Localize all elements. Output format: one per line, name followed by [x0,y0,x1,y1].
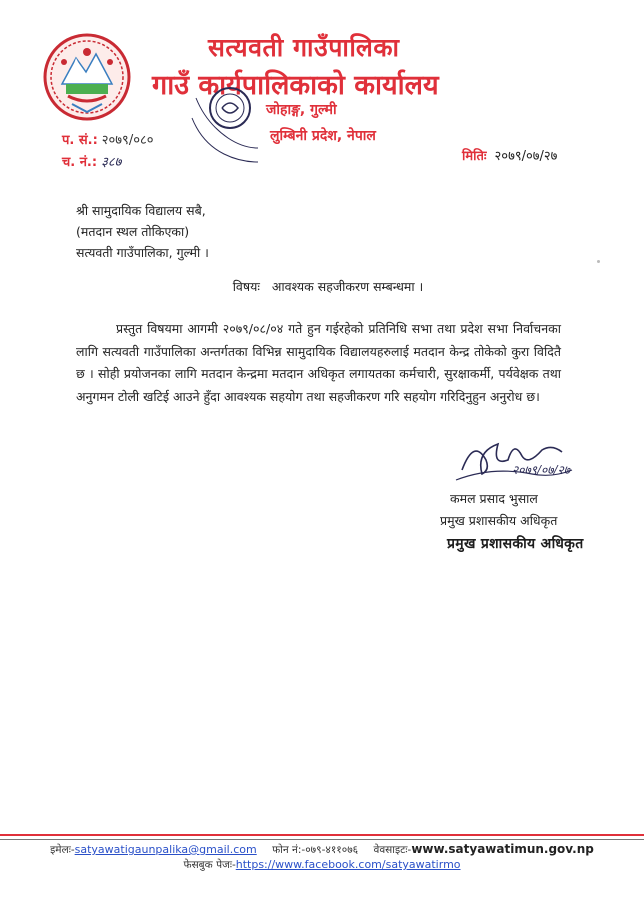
nepal-emblem-logo [42,32,132,122]
website-link[interactable]: www.satyawatimun.gov.np [411,842,594,856]
dispatch-number-value: ३८७ [101,155,122,170]
footer-contact-line [0,842,644,857]
email-link[interactable]: satyawatigaunpalika@gmail.com [74,843,257,856]
scan-speck [597,260,600,263]
signer-name: कमल प्रसाद भुसाल [450,491,538,506]
footer-divider-dark [0,839,644,840]
reference-number-label: प. सं.: [62,133,98,148]
signature-date: २०७९/०७/२७ [512,463,571,477]
subject-text: आवश्यक सहजीकरण सम्बन्धमा । [271,279,424,294]
website-label: वेवसाइटः- [373,844,412,856]
office-title: गाउँ कार्यपालिकाको कार्यालय [152,70,439,101]
email-label: इमेलः- [50,844,75,856]
subject-line [0,278,644,295]
municipality-title: सत्यवती गाउँपालिका [208,33,400,62]
signer-title-stamp: प्रमुख प्रशासकीय अधिकृत [447,536,584,552]
body-paragraph: प्रस्तुत विषयमा आगमी २०७९/०८/०४ गते हुन गईरहेको प्रतिनिधि सभा तथा प्रदेश सभा निर्वाचनका लागि सत्यवती गाउँपालिका अन्तर्गतका विभिन्न सामुदायिक विद्यालयहरुलाई मतदान केन्द्र तोकेको कुरा विदितै छ । सोही प्रयोजनका लागि मतदान केन्द्रमा मतदान अधिकृत लगायतका कर्मचारी, सुरक्षाकर्मी, पर्यवेक्षक तथा अनुगमन टोली खटिई आउने हुँदा आवश्यक सहयोग तथा सहजीकरण गरि सहयोग गरिदिनुहुन अनुरोध छ। [76,321,561,404]
footer-divider-red [0,834,644,836]
subject-label: विषयः [232,279,260,294]
letter-date [462,146,557,164]
addressee-line-1: श्री सामुदायिक विद्यालय सबै, [76,203,206,218]
handwritten-signature [452,430,582,490]
addressee-line-2: (मतदान स्थल तोकिएका) [76,224,190,239]
footer-facebook-line [0,858,644,872]
address-line-1: जोहाङ्ग, गुल्मी [266,102,337,118]
signer-title: प्रमुख प्रशासकीय अधिकृत [440,513,558,528]
dispatch-number-label: च. नं.: [62,155,98,170]
date-label: मितिः [462,149,487,164]
phone-label: फोन नं:- [272,844,306,856]
dispatch-number [62,152,121,170]
phone-number: ०७९-४११०७६ [305,844,359,856]
addressee-line-3: सत्यवती गाउँपालिका, गुल्मी । [76,245,209,260]
addressee-block [76,200,209,263]
address-line-2: लुम्बिनी प्रदेश, नेपाल [270,128,376,144]
office-seal-stamp [188,78,268,168]
date-value: २०७९/०७/२७ [494,149,558,164]
facebook-link[interactable]: https://www.facebook.com/satyawatirmo [235,858,461,871]
reference-number [62,130,153,148]
facebook-label: फेसबुक पेजः- [183,859,236,871]
reference-number-value: २०७९/०८० [101,133,154,148]
